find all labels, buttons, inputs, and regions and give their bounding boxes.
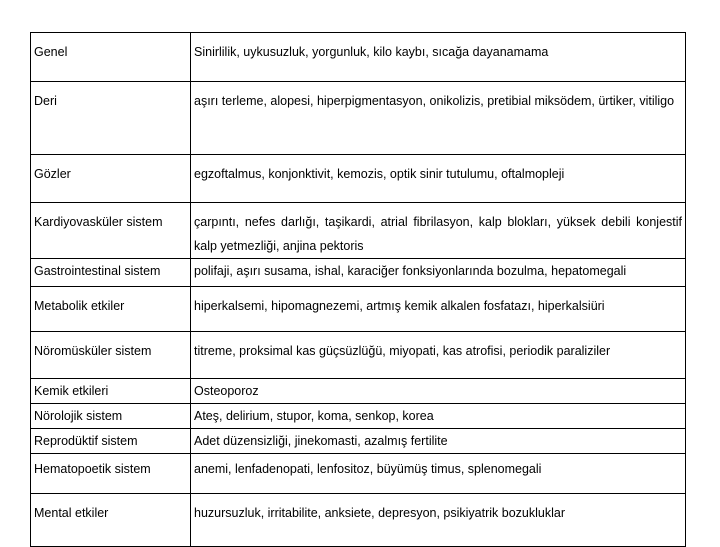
- row-label: Hematopoetik sistem: [31, 454, 191, 494]
- row-label: Deri: [31, 82, 191, 155]
- row-label: Genel: [31, 33, 191, 82]
- row-description: Sinirlilik, uykusuzluk, yorgunluk, kilo kaybı, sıcağa dayanamama: [191, 33, 686, 82]
- table-row: [31, 287, 686, 332]
- row-label: Reprodüktif sistem: [31, 429, 191, 454]
- row-description: çarpıntı, nefes darlığı, taşikardi, atrial fibrilasyon, kalp blokları, yüksek debili konjestif kalp yetmezliği, anjina pektoris: [191, 203, 686, 259]
- row-description: huzursuzluk, irritabilite, anksiete, depresyon, psikiyatrik bozukluklar: [191, 494, 686, 547]
- table-row: [31, 404, 686, 429]
- table-row: [31, 332, 686, 379]
- row-description: aşırı terleme, alopesi, hiperpigmentasyon, onikolizis, pretibial miksödem, ürtiker, vitiligo: [191, 82, 686, 155]
- row-label: Kemik etkileri: [31, 379, 191, 404]
- table-row: [31, 203, 686, 259]
- row-label: Metabolik etkiler: [31, 287, 191, 332]
- table-row: [31, 379, 686, 404]
- row-description: anemi, lenfadenopati, lenfositoz, büyümüş timus, splenomegali: [191, 454, 686, 494]
- table-row: [31, 259, 686, 287]
- table-row: [31, 33, 686, 82]
- row-description: egzoftalmus, konjonktivit, kemozis, optik sinir tutulumu, oftalmopleji: [191, 155, 686, 203]
- row-label: Mental etkiler: [31, 494, 191, 547]
- symptoms-table: [30, 32, 686, 547]
- row-description: polifaji, aşırı susama, ishal, karaciğer fonksiyonlarında bozulma, hepatomegali: [191, 259, 686, 287]
- table-row: [31, 454, 686, 494]
- row-description: hiperkalsemi, hipomagnezemi, artmış kemik alkalen fosfatazı, hiperkalsiüri: [191, 287, 686, 332]
- table-row: [31, 494, 686, 547]
- row-label: Gastrointestinal sistem: [31, 259, 191, 287]
- row-description: Osteoporoz: [191, 379, 686, 404]
- row-description: Adet düzensizliği, jinekomasti, azalmış fertilite: [191, 429, 686, 454]
- row-label: Kardiyovasküler sistem: [31, 203, 191, 259]
- row-label: Nörolojik sistem: [31, 404, 191, 429]
- row-label: Gözler: [31, 155, 191, 203]
- row-description: Ateş, delirium, stupor, koma, senkop, korea: [191, 404, 686, 429]
- row-label: Nöromüsküler sistem: [31, 332, 191, 379]
- table-row: [31, 429, 686, 454]
- table-row: [31, 82, 686, 155]
- row-description: titreme, proksimal kas güçsüzlüğü, miyopati, kas atrofisi, periodik paraliziler: [191, 332, 686, 379]
- table-row: [31, 155, 686, 203]
